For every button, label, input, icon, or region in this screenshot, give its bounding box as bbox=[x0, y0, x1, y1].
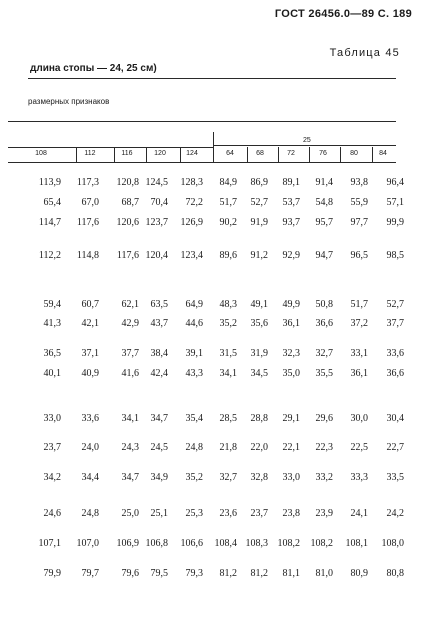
table-cell: 117,6 bbox=[76, 217, 99, 228]
table-cell: 108,4 bbox=[214, 538, 237, 549]
table-cell: 32,8 bbox=[250, 472, 268, 483]
table-cell: 23,6 bbox=[219, 508, 237, 519]
table-cell: 33,3 bbox=[350, 472, 368, 483]
table-cell: 35,4 bbox=[185, 413, 203, 424]
table-cell: 52,7 bbox=[250, 197, 268, 208]
table-cell: 93,7 bbox=[282, 217, 300, 228]
table-cell: 106,8 bbox=[145, 538, 168, 549]
sizes-caption: размерных признаков bbox=[28, 97, 110, 106]
table-cell: 91,2 bbox=[250, 250, 268, 261]
column-header: 108 bbox=[35, 150, 47, 157]
table-cell: 23,8 bbox=[282, 508, 300, 519]
column-header: 72 bbox=[287, 150, 295, 157]
table-cell: 34,4 bbox=[81, 472, 99, 483]
table-label: Таблица 45 bbox=[329, 47, 400, 59]
table-cell: 22,1 bbox=[282, 442, 300, 453]
standard-number: ГОСТ 26456.0—89 С. 189 bbox=[274, 8, 412, 20]
table-cell: 120,6 bbox=[116, 217, 139, 228]
table-cell: 34,7 bbox=[150, 413, 168, 424]
rule-top bbox=[28, 78, 396, 79]
table-cell: 38,4 bbox=[150, 348, 168, 359]
table-cell: 108,2 bbox=[310, 538, 333, 549]
table-cell: 24,6 bbox=[43, 508, 61, 519]
table-cell: 37,1 bbox=[81, 348, 99, 359]
table-cell: 34,7 bbox=[121, 472, 139, 483]
table-cell: 123,4 bbox=[180, 250, 203, 261]
table-cell: 40,1 bbox=[43, 368, 61, 379]
table-cell: 106,9 bbox=[116, 538, 139, 549]
table-cell: 49,1 bbox=[250, 299, 268, 310]
column-header: 84 bbox=[379, 150, 387, 157]
rule-header-bottom bbox=[8, 162, 396, 163]
table-cell: 84,9 bbox=[219, 177, 237, 188]
table-cell: 48,3 bbox=[219, 299, 237, 310]
table-cell: 62,1 bbox=[121, 299, 139, 310]
column-divider bbox=[114, 147, 115, 162]
table-cell: 31,9 bbox=[250, 348, 268, 359]
rule-group-left bbox=[8, 147, 213, 148]
column-header: 80 bbox=[350, 150, 358, 157]
table-cell: 97,7 bbox=[350, 217, 368, 228]
column-divider bbox=[340, 147, 341, 162]
table-cell: 33,2 bbox=[315, 472, 333, 483]
table-cell: 80,8 bbox=[386, 568, 404, 579]
table-cell: 96,5 bbox=[350, 250, 368, 261]
table-cell: 43,3 bbox=[185, 368, 203, 379]
table-cell: 42,1 bbox=[81, 318, 99, 329]
table-cell: 98,5 bbox=[386, 250, 404, 261]
table-cell: 126,9 bbox=[180, 217, 203, 228]
table-cell: 86,9 bbox=[250, 177, 268, 188]
table-cell: 24,0 bbox=[81, 442, 99, 453]
table-cell: 108,0 bbox=[381, 538, 404, 549]
rule-mid bbox=[8, 121, 396, 122]
table-cell: 24,8 bbox=[81, 508, 99, 519]
table-cell: 64,9 bbox=[185, 299, 203, 310]
table-cell: 106,6 bbox=[180, 538, 203, 549]
table-cell: 54,8 bbox=[315, 197, 333, 208]
table-cell: 34,1 bbox=[121, 413, 139, 424]
table-cell: 51,7 bbox=[350, 299, 368, 310]
table-cell: 30,0 bbox=[350, 413, 368, 424]
table-cell: 24,8 bbox=[185, 442, 203, 453]
table-cell: 36,6 bbox=[315, 318, 333, 329]
table-cell: 35,0 bbox=[282, 368, 300, 379]
table-cell: 79,7 bbox=[81, 568, 99, 579]
table-cell: 117,6 bbox=[116, 250, 139, 261]
table-cell: 37,2 bbox=[350, 318, 368, 329]
table-cell: 81,1 bbox=[282, 568, 300, 579]
table-cell: 24,3 bbox=[121, 442, 139, 453]
table-cell: 128,3 bbox=[180, 177, 203, 188]
table-cell: 33,5 bbox=[386, 472, 404, 483]
table-cell: 32,7 bbox=[219, 472, 237, 483]
table-cell: 37,7 bbox=[386, 318, 404, 329]
table-cell: 89,6 bbox=[219, 250, 237, 261]
table-cell: 59,4 bbox=[43, 299, 61, 310]
table-cell: 49,9 bbox=[282, 299, 300, 310]
table-cell: 108,3 bbox=[245, 538, 268, 549]
table-cell: 33,1 bbox=[350, 348, 368, 359]
column-divider bbox=[146, 147, 147, 162]
table-cell: 33,6 bbox=[386, 348, 404, 359]
table-cell: 33,6 bbox=[81, 413, 99, 424]
table-cell: 24,5 bbox=[150, 442, 168, 453]
table-cell: 79,5 bbox=[150, 568, 168, 579]
table-cell: 81,2 bbox=[219, 568, 237, 579]
table-cell: 32,3 bbox=[282, 348, 300, 359]
table-cell: 79,3 bbox=[185, 568, 203, 579]
column-header: 116 bbox=[121, 150, 133, 157]
table-cell: 43,7 bbox=[150, 318, 168, 329]
table-cell: 34,5 bbox=[250, 368, 268, 379]
table-cell: 50,8 bbox=[315, 299, 333, 310]
column-header: 124 bbox=[186, 150, 198, 157]
table-cell: 79,9 bbox=[43, 568, 61, 579]
table-cell: 123,7 bbox=[145, 217, 168, 228]
column-divider bbox=[372, 147, 373, 162]
column-header: 64 bbox=[226, 150, 234, 157]
table-cell: 80,9 bbox=[350, 568, 368, 579]
table-cell: 28,8 bbox=[250, 413, 268, 424]
table-cell: 65,4 bbox=[43, 197, 61, 208]
table-cell: 90,2 bbox=[219, 217, 237, 228]
table-cell: 120,4 bbox=[145, 250, 168, 261]
table-cell: 96,4 bbox=[386, 177, 404, 188]
table-cell: 29,6 bbox=[315, 413, 333, 424]
table-cell: 95,7 bbox=[315, 217, 333, 228]
column-header: 68 bbox=[256, 150, 264, 157]
table-cell: 37,7 bbox=[121, 348, 139, 359]
table-cell: 124,5 bbox=[145, 177, 168, 188]
group-header-25: 25 bbox=[303, 137, 311, 144]
table-cell: 29,1 bbox=[282, 413, 300, 424]
table-cell: 34,2 bbox=[43, 472, 61, 483]
foot-length-caption: длина стопы — 24, 25 см) bbox=[30, 63, 157, 74]
table-cell: 44,6 bbox=[185, 318, 203, 329]
table-cell: 93,8 bbox=[350, 177, 368, 188]
table-cell: 94,7 bbox=[315, 250, 333, 261]
table-cell: 23,7 bbox=[250, 508, 268, 519]
table-cell: 22,0 bbox=[250, 442, 268, 453]
table-cell: 36,1 bbox=[350, 368, 368, 379]
table-cell: 55,9 bbox=[350, 197, 368, 208]
column-divider bbox=[180, 147, 181, 162]
column-header: 120 bbox=[154, 150, 166, 157]
table-cell: 23,7 bbox=[43, 442, 61, 453]
table-cell: 33,0 bbox=[43, 413, 61, 424]
table-cell: 35,2 bbox=[219, 318, 237, 329]
table-cell: 39,1 bbox=[185, 348, 203, 359]
table-cell: 99,9 bbox=[386, 217, 404, 228]
table-cell: 23,9 bbox=[315, 508, 333, 519]
table-cell: 25,1 bbox=[150, 508, 168, 519]
table-cell: 114,8 bbox=[76, 250, 99, 261]
table-cell: 89,1 bbox=[282, 177, 300, 188]
table-cell: 35,2 bbox=[185, 472, 203, 483]
table-cell: 91,9 bbox=[250, 217, 268, 228]
table-cell: 51,7 bbox=[219, 197, 237, 208]
table-cell: 52,7 bbox=[386, 299, 404, 310]
column-divider bbox=[309, 147, 310, 162]
table-cell: 35,6 bbox=[250, 318, 268, 329]
table-cell: 68,7 bbox=[121, 197, 139, 208]
column-divider bbox=[213, 132, 214, 162]
table-cell: 60,7 bbox=[81, 299, 99, 310]
table-cell: 41,3 bbox=[43, 318, 61, 329]
table-cell: 112,2 bbox=[38, 250, 61, 261]
table-cell: 22,7 bbox=[386, 442, 404, 453]
table-cell: 108,2 bbox=[277, 538, 300, 549]
table-cell: 42,4 bbox=[150, 368, 168, 379]
table-cell: 34,9 bbox=[150, 472, 168, 483]
table-cell: 34,1 bbox=[219, 368, 237, 379]
table-cell: 28,5 bbox=[219, 413, 237, 424]
table-cell: 117,3 bbox=[76, 177, 99, 188]
table-cell: 70,4 bbox=[150, 197, 168, 208]
table-cell: 36,6 bbox=[386, 368, 404, 379]
table-cell: 36,1 bbox=[282, 318, 300, 329]
table-cell: 30,4 bbox=[386, 413, 404, 424]
table-cell: 63,5 bbox=[150, 299, 168, 310]
table-cell: 40,9 bbox=[81, 368, 99, 379]
table-cell: 81,2 bbox=[250, 568, 268, 579]
table-cell: 107,1 bbox=[38, 538, 61, 549]
table-cell: 24,2 bbox=[386, 508, 404, 519]
column-divider bbox=[247, 147, 248, 162]
table-cell: 36,5 bbox=[43, 348, 61, 359]
table-cell: 33,0 bbox=[282, 472, 300, 483]
table-cell: 81,0 bbox=[315, 568, 333, 579]
table-cell: 72,2 bbox=[185, 197, 203, 208]
table-cell: 91,4 bbox=[315, 177, 333, 188]
column-divider bbox=[278, 147, 279, 162]
table-cell: 107,0 bbox=[76, 538, 99, 549]
table-cell: 35,5 bbox=[315, 368, 333, 379]
table-cell: 57,1 bbox=[386, 197, 404, 208]
table-cell: 25,0 bbox=[121, 508, 139, 519]
table-cell: 25,3 bbox=[185, 508, 203, 519]
table-cell: 24,1 bbox=[350, 508, 368, 519]
table-cell: 108,1 bbox=[345, 538, 368, 549]
table-cell: 31,5 bbox=[219, 348, 237, 359]
column-header: 76 bbox=[319, 150, 327, 157]
table-cell: 92,9 bbox=[282, 250, 300, 261]
table-cell: 32,7 bbox=[315, 348, 333, 359]
table-cell: 22,3 bbox=[315, 442, 333, 453]
table-cell: 114,7 bbox=[38, 217, 61, 228]
column-header: 112 bbox=[84, 150, 96, 157]
table-cell: 22,5 bbox=[350, 442, 368, 453]
rule-group bbox=[213, 145, 396, 146]
table-cell: 67,0 bbox=[81, 197, 99, 208]
table-cell: 120,8 bbox=[116, 177, 139, 188]
table-cell: 41,6 bbox=[121, 368, 139, 379]
table-cell: 113,9 bbox=[38, 177, 61, 188]
table-cell: 53,7 bbox=[282, 197, 300, 208]
column-divider bbox=[76, 147, 77, 162]
table-cell: 42,9 bbox=[121, 318, 139, 329]
table-cell: 21,8 bbox=[219, 442, 237, 453]
table-cell: 79,6 bbox=[121, 568, 139, 579]
